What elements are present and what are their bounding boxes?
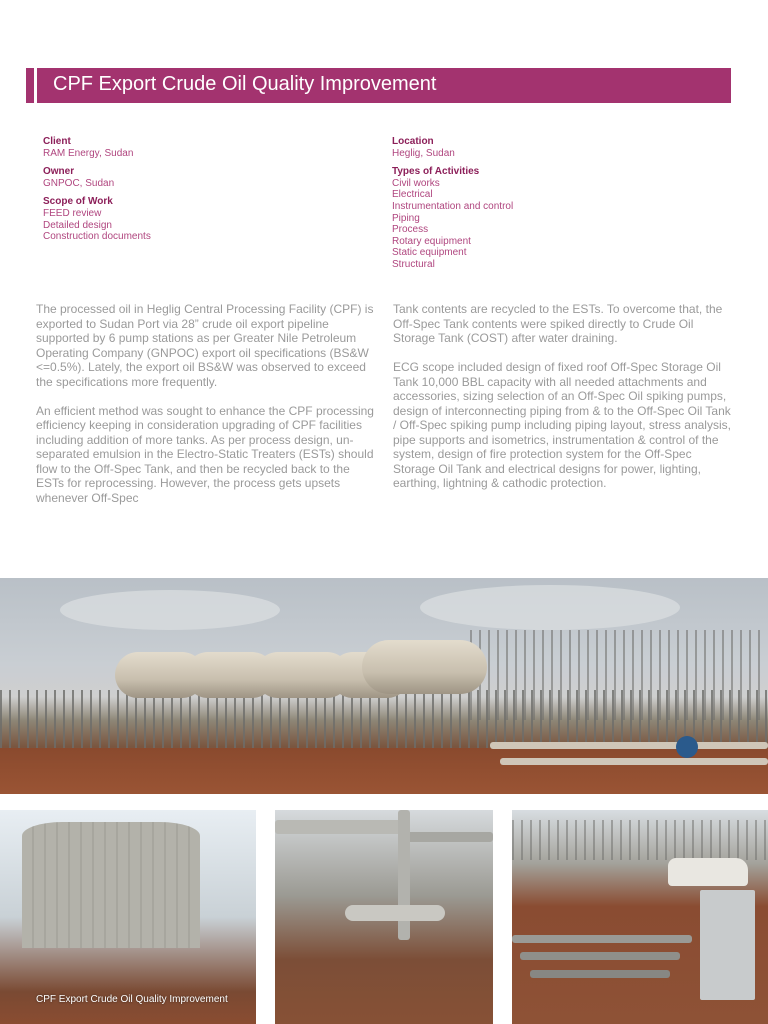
pipe-shape (500, 758, 768, 765)
pipe-shape (345, 905, 445, 921)
pump-shape (676, 736, 698, 758)
client-label: Client (43, 136, 71, 147)
body-paragraph: Tank contents are recycled to the ESTs. To overcome that, the Off-Spec Tank contents were spiked directly to Crude Oil Storage Tank (COST) after water draining. (393, 302, 723, 345)
owner-value: GNPOC, Sudan (43, 177, 115, 189)
vehicle-shape (668, 858, 748, 886)
body-column-left (36, 302, 378, 520)
body-paragraph: The processed oil in Heglig Central Processing Facility (CPF) is exported to Sudan Port via 28” crude oil export pipeline supported by 6 pump stations as per Greater Nile Petroleum Operating Company (GNPOC) export oil specifications (BS&W <=0.5%). Lately, the export oil BS&W was observed to exceed the specifications more frequently. (36, 302, 374, 389)
pipe-shape (512, 935, 692, 943)
scope-item: FEED review (43, 207, 102, 219)
owner-label: Owner (43, 166, 75, 178)
pipe-shape (520, 952, 680, 960)
scope-item: Detailed design (43, 219, 112, 231)
tank-shape (22, 822, 200, 948)
activity-item: Structural (392, 258, 435, 270)
vessel-shape (362, 640, 487, 694)
body-column-right (393, 302, 735, 505)
pipe-shape (405, 832, 493, 842)
pipe-shape (490, 742, 768, 749)
project-info-right (392, 136, 732, 271)
pipe-shape (275, 820, 405, 834)
activity-item: Process (392, 224, 429, 236)
title-bar (26, 68, 731, 103)
cloud-shape (60, 590, 280, 630)
location-value: Heglig, Sudan (392, 147, 455, 159)
footer-caption: CPF Export Crude Oil Quality Improvement (36, 994, 228, 1005)
pipe-shape (530, 970, 670, 978)
equipment-shape (700, 890, 755, 1000)
location-label: Location (392, 136, 434, 147)
body-paragraph: An efficient method was sought to enhance the CPF processing efficiency keeping in consideration upgrading of CPF facilities including addition of more tanks. As per process design, un-separated emulsion in the Electro-Static Treaters (ESTs) should flow to the Off-Spec Tank, and then be recycled back to the ESTs for reprocessing. However, the process gets upsets whenever Off-Spec (36, 403, 374, 505)
activity-item: Static equipment (392, 247, 467, 259)
activities-label: Types of Activities (392, 166, 480, 178)
project-info-left (43, 136, 343, 243)
cloud-shape (420, 585, 680, 630)
activity-item: Piping (392, 212, 420, 224)
ground-shape (0, 748, 768, 794)
client-value: RAM Energy, Sudan (43, 147, 134, 159)
body-paragraph: ECG scope included design of fixed roof Off-Spec Storage Oil Tank 10,000 BBL capacity with all needed attachments and accessories, sizing selection of an Off-Spec Oil spiking pumps, design of interconnecting piping from & to the Off-Spec Oil Tank / Off-Spec spiking pump including piping layout, stress analysis, pipe supports and isometrics, instrumentation & control of the system, design of fire protection system for the Off-Spec Storage Oil Tank and electrical designs for power, lighting, earthing, lightning & cathodic protection. (393, 360, 731, 490)
process-structure-shape (470, 630, 760, 720)
page-title: CPF Export Crude Oil Quality Improvement (53, 73, 437, 95)
activity-item: Rotary equipment (392, 235, 471, 247)
structure-shape (512, 820, 768, 860)
activity-item: Civil works (392, 177, 440, 189)
scope-item: Construction documents (43, 231, 151, 243)
activity-item: Instrumentation and control (392, 200, 514, 212)
scope-label: Scope of Work (43, 196, 113, 208)
activity-item: Electrical (392, 189, 433, 201)
